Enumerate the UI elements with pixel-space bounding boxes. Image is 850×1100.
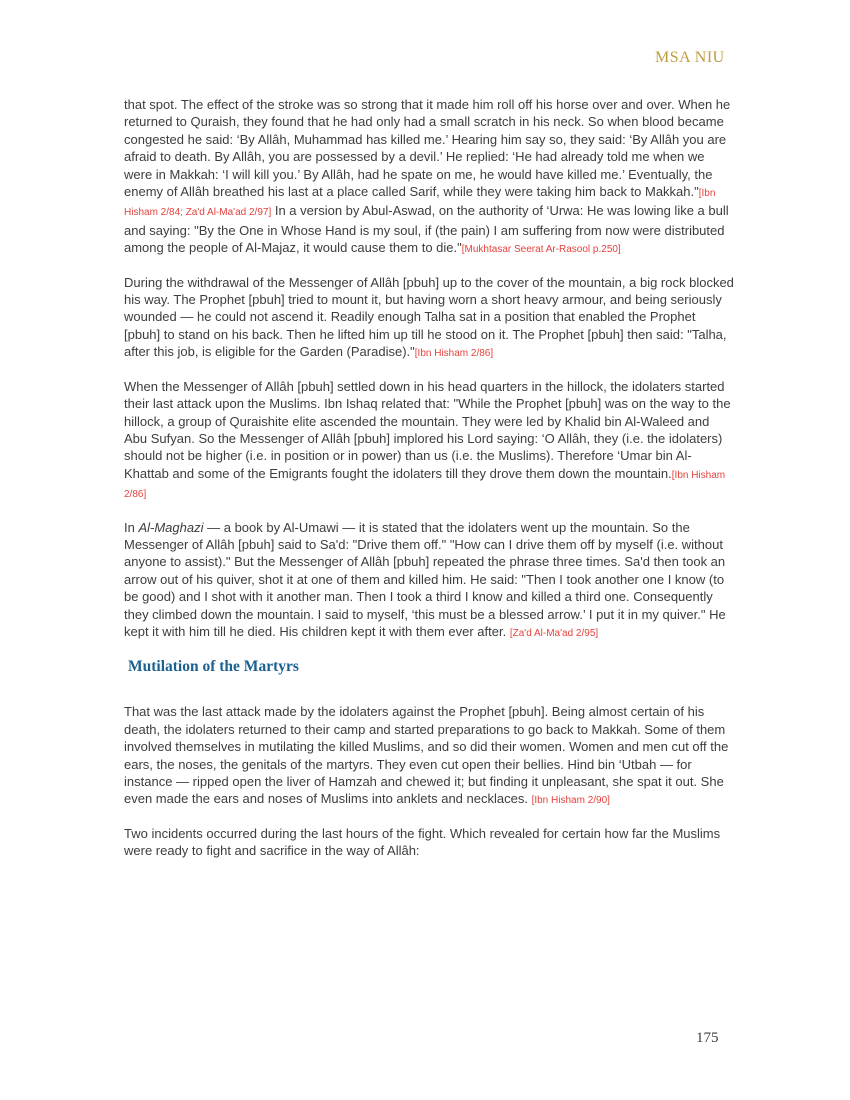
body-text: — a book by Al-Umawi — it is stated that the idolaters went up the mountain. So the Messenger of Allâh [pbuh] said to Sa'd: "Drive them off." "How can I drive them off by myself (i.e. without anyone to assist)." But the Messenger of Allâh [pbuh] repeated the phrase three times. Sa'd then took an arrow out of his quiver, shot it at one of them and killed him. He said: "Then I took another one I know (to be good) and I shot with it another man. Then I took a third I know and killed a third one. Consequently they climbed down the mountain. I said to myself, ‘this must be a blessed arrow.’ I put it in my quiver." He kept it with him till he died. His children kept it with them ever after. — [124, 519, 726, 639]
body-text: When the Messenger of Allâh [pbuh] settled down in his head quarters in the hillock, the idolaters started their last attack upon the Muslims. Ibn Ishaq related that: "While the Prophet [pbuh] was on the way to the hillock, a group of Quraishite elite ascended the mountain. They were led by Khalid bin Al-Waleed and Abu Sufyan. So the Messenger of Allâh [pbuh] implored his Lord saying: ‘O Allâh, they (i.e. the idolaters) should not be higher (i.e. in position or in power) than us (i.e. the Muslims). Therefore ‘Umar bin Al-Khattab and some of the Emigrants fought the idolaters till they drove them down the mountain. — [124, 378, 731, 481]
citation: [Ibn Hisham 2/90] — [531, 795, 610, 807]
body-text: In a version by Abul-Aswad, on the authority of ‘Urwa: He was lowing like a bull and saying: "By the One in Whose Hand is my soul, if (the pain) I am suffering from now were distributed among the people of Al-Majaz, it would cause them to die." — [124, 203, 729, 256]
paragraph — [124, 703, 735, 809]
citation: [Za'd Al-Ma'ad 2/95] — [509, 627, 599, 639]
body-text: That was the last attack made by the idolaters against the Prophet [pbuh]. Being almost certain of his death, the idolaters returned to their camp and started preparations to go back to Makkah. Some of them involved themselves in mutilating the killed Muslims, and so did their women. Women and men cut off the ears, the noses, the genitals of the martyrs. They even cut open their bellies. Hind bin ‘Utbah — for instance — ripped open the liver of Hamzah and chewed it; but finding it unpleasant, she spat it out. She even made the ears and noses of Muslims into anklets and necklaces. — [124, 704, 729, 807]
paragraph — [124, 274, 735, 363]
citation: [Ibn Hisham 2/86] — [124, 469, 726, 501]
citation: [Ibn Hisham 2/84; Za'd Al-Ma'ad 2/97] — [124, 188, 716, 219]
body-text: Two incidents occurred during the last hours of the fight. Which revealed for certain how far the Muslims were ready to fight and sacrifice in the way of Allâh: — [124, 825, 721, 859]
book-title-italic: Al-Maghazi — [138, 519, 204, 535]
citation: [Mukhtasar Seerat Ar-Rasool p.250] — [461, 244, 621, 256]
body-text: During the withdrawal of the Messenger of Allâh [pbuh] up to the cover of the mountain, a big rock blocked his way. The Prophet [pbuh] tried to mount it, but having worn a short heavy armour, and being seriously wounded — he could not ascend it. Readily enough Talha sat in a position that enabled the Prophet [pbuh] to stand on his back. Then he lifted him up till he stood on it. The Prophet [pbuh] then said: "Talha, after this job, is eligible for the Garden (Paradise)." — [124, 274, 734, 360]
running-header: MSA NIU — [655, 49, 725, 66]
citation: [Ibn Hisham 2/86] — [414, 348, 494, 360]
body-text: that spot. The effect of the stroke was so strong that it made him roll off his horse over and over. When he returned to Quraish, they found that he had only had a small scratch in his neck. So when blood became congested he said: ‘By Allâh, Muhammad has killed me.’ Hearing him say so, they said: ‘By Allâh you are afraid to death. By Allâh, you are possessed by a devil.’ He replied: ‘He had already told me when we were in Makkah: ‘I will kill you.’ By Allâh, had he spate on me, he would have killed me.’ Eventually, the enemy of Allâh breathed his last at a place called Sarif, while they were taking him back to Makkah." — [124, 97, 731, 200]
paragraph — [124, 519, 735, 643]
paragraph — [124, 378, 735, 504]
section-heading: Mutilation of the Martyrs — [128, 658, 299, 676]
paragraph — [124, 825, 735, 860]
body-text: In — [124, 519, 139, 535]
paragraph — [124, 96, 735, 259]
document-body — [124, 96, 735, 875]
page-number: 175 — [696, 1030, 719, 1046]
